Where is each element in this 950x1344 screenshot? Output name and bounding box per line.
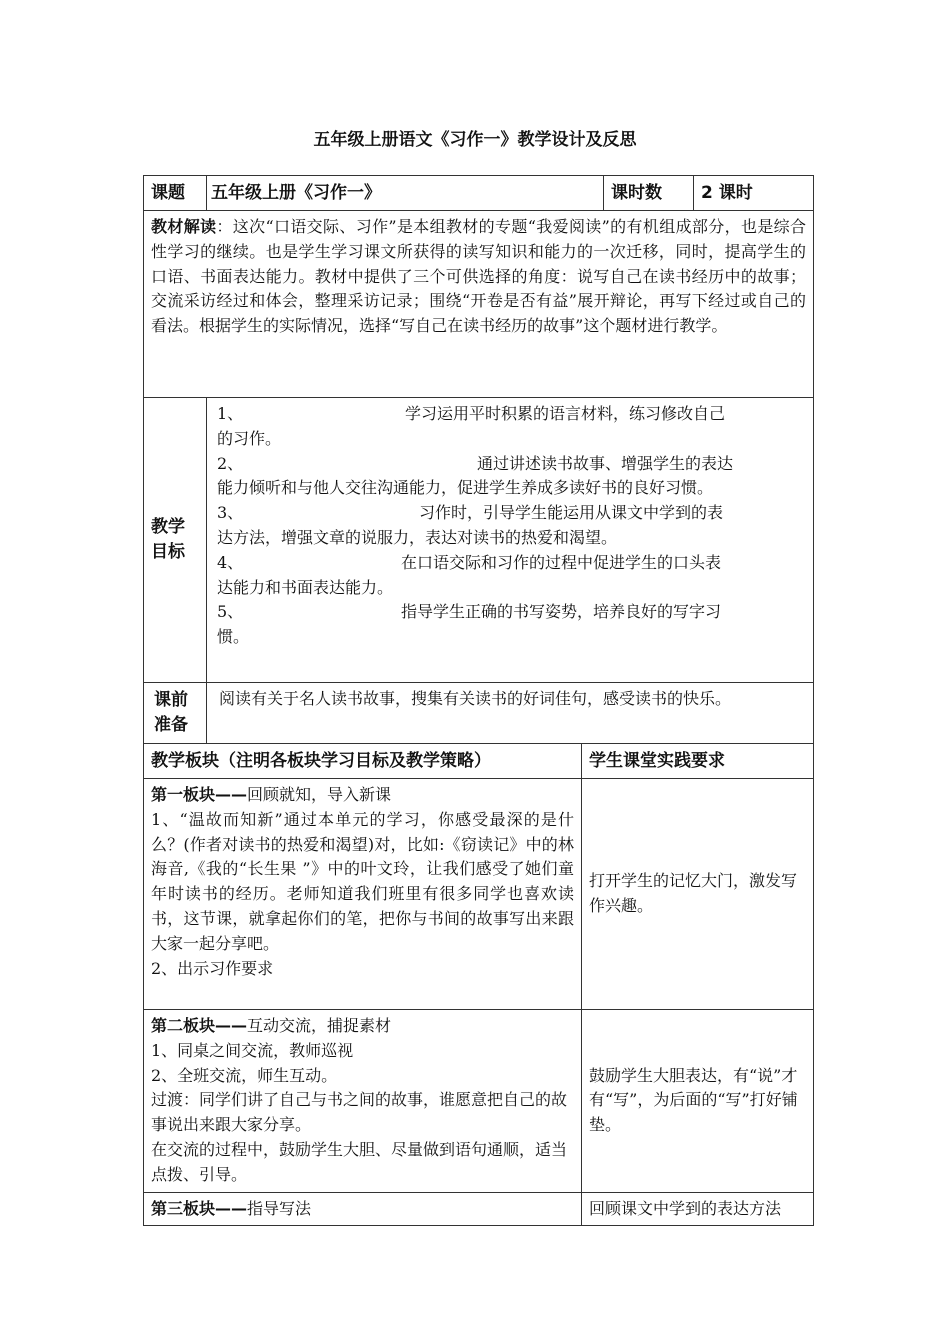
goals-label-2: 目标 [151,542,185,562]
section-row [144,1010,814,1193]
prep-label-cell [144,683,207,744]
goals-label-1: 教学 [151,517,185,538]
analysis-row [144,211,814,398]
section-practice: 鼓励学生大胆表达，有“说”才有“写”，为后面的“写”打好铺垫。 [589,1065,798,1135]
section-content-cell [144,1192,582,1226]
prep-cell [207,683,814,744]
goal-number: 5、 [217,602,244,622]
section-subtitle: 回顾就知，导入新课 [247,785,392,804]
section-practice: 回顾课文中学到的表达方法 [589,1198,782,1218]
topic-label: 课题 [151,182,185,203]
goal-item [217,402,806,452]
prep-text: 阅读有关于名人读书故事，搜集有关读书的好词佳句，感受读书的快乐。 [219,689,732,708]
goals-row [144,398,814,683]
goal-rest: 达方法，增强文章的说服力，表达对读书的热爱和渴望。 [217,527,618,547]
goal-item [217,551,806,601]
goal-item [217,501,806,551]
section-line: 过渡：同学们讲了自己与书之间的故事，谁愿意把自己的故事说出来跟大家分享。 [151,1090,568,1135]
goals-cell [207,398,814,683]
goal-first-line: 习作时，引导学生能运用从课文中学到的表 [419,503,724,523]
analysis-text: ：这次“口语交际、习作”是本组教材的专题“我爱阅读”的有机组成部分，也是综合性学习的继续。也是学生学习课文所获得的读写知识和能力的一次迁移，同时，提高学生的口语、书面表达能力。教材中提供了三个可供选择的角度：说写自己在读书经历中的故事；交流采访经过和体会，整理采访记录；围绕“开卷是否有益”展开辩论，再写下经过或自己的看法。根据学生的实际情况，选择“写自己在读书经历的故事”这个题材进行教学。 [151,217,807,336]
section-line: 2、全班交流，师生互动。 [151,1065,338,1085]
sections-header-left-cell [144,744,582,779]
section-row [144,779,814,1010]
hours-value-cell [694,176,814,211]
goal-rest: 惯。 [217,627,250,647]
prep-row [144,683,814,744]
prep-label-1: 课前 [154,690,188,711]
document-title: 五年级上册语文《习作一》教学设计及反思 [313,130,637,150]
section-title: 第二板块—— [151,1016,248,1035]
header-row [144,176,814,211]
section-line: 1、“温故而知新”通过本单元的学习，你感受最深的是什么？(作者对读书的热爱和渴望)对，比如:《窃读记》中的林海音,《我的“长生果 ”》中的叶文玲，让我们感受了她们童年时读书的经历。老师知道我们班里有很多同学也喜欢读书，这节课，就拿起你们的笔，把你与书间的故事写出来跟大家一起分享吧。 [151,809,574,953]
goal-item [217,452,806,502]
sections-header-right-cell [582,744,814,779]
section-subtitle: 指导写法 [247,1198,312,1218]
goal-number: 2、 [217,453,244,473]
section-practice-cell [582,1192,814,1226]
prep-label-2: 准备 [154,715,188,735]
section-line: 在交流的过程中，鼓励学生大胆、尽量做到语句通顺，适当点拨、引导。 [151,1139,568,1184]
topic-value: 五年级上册《习作一》 [211,182,381,203]
goal-number: 3、 [217,503,244,523]
section-row [144,1192,814,1226]
topic-value-cell [207,176,604,211]
sections-header-right: 学生课堂实践要求 [589,750,725,771]
section-practice-cell [582,779,814,1010]
lesson-plan-grid [143,175,814,1226]
section-practice-cell [582,1010,814,1193]
analysis-cell [144,211,814,398]
hours-label: 课时数 [611,182,663,203]
section-practice: 打开学生的记忆大门，激发写作兴趣。 [589,871,798,915]
hours-value: 2 课时 [701,182,753,203]
goal-item [217,600,806,650]
section-title: 第三板块—— [151,1198,248,1218]
goal-rest: 的习作。 [217,428,282,448]
goals-label-cell [144,398,207,683]
goal-number: 1、 [217,404,244,423]
section-title: 第一板块—— [151,785,248,804]
goal-first-line: 在口语交际和习作的过程中促进学生的口头表 [401,552,722,572]
section-line: 1、同桌之间交流，教师巡视 [151,1040,354,1060]
section-line: 2、出示习作要求 [151,958,274,978]
goal-number: 4、 [217,552,244,572]
sections-header-left: 教学板块（注明各板块学习目标及教学策略） [151,750,491,771]
goal-rest: 达能力和书面表达能力。 [217,577,394,597]
goal-rest: 能力倾听和与他人交往沟通能力，促进学生养成多读好书的良好习惯。 [217,478,714,498]
section-subtitle: 互动交流，捕捉素材 [247,1016,392,1035]
section-content-cell [144,1010,582,1193]
goal-first-line: 指导学生正确的书写姿势，培养良好的写字习 [401,602,722,622]
goal-first-line: 学习运用平时积累的语言材料，练习修改自己 [405,404,726,423]
topic-label-cell [144,176,207,211]
section-content-cell [144,779,582,1010]
sections-header-row [144,744,814,779]
goal-first-line: 通过讲述读书故事、增强学生的表达 [477,453,734,473]
hours-label-cell [604,176,694,211]
analysis-label: 教材解读 [151,217,217,236]
